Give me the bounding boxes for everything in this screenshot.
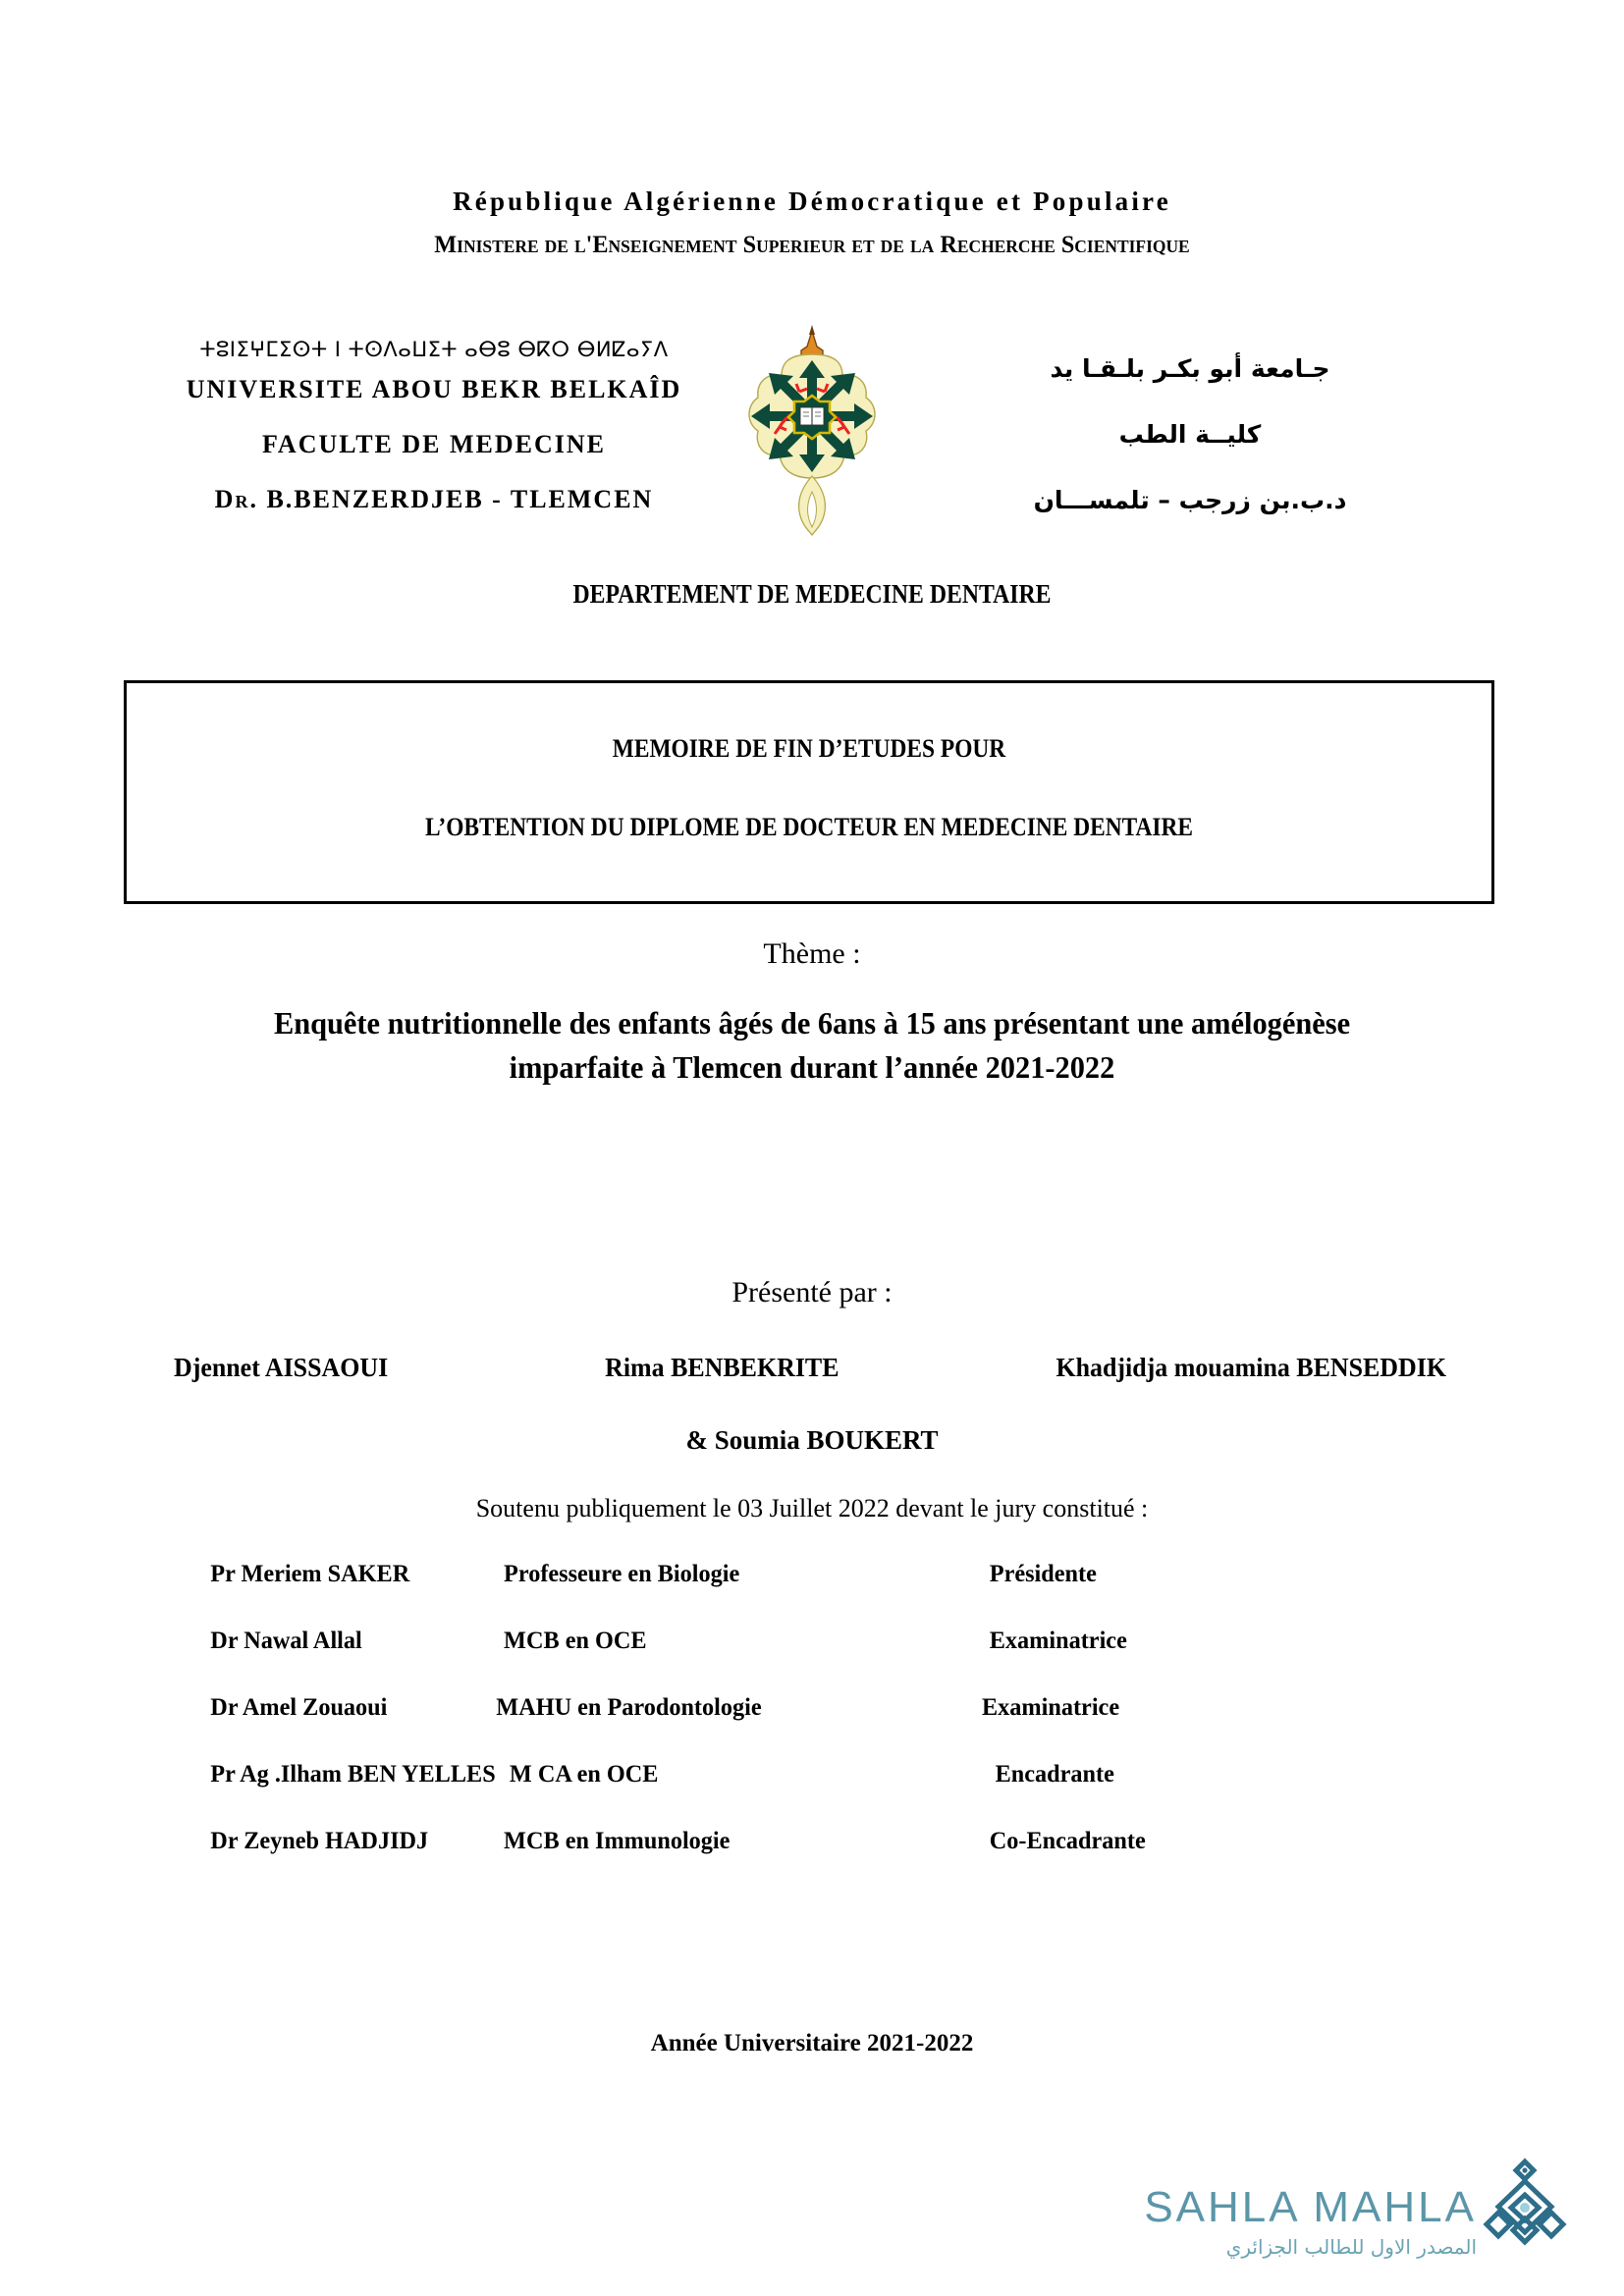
ministry-heading: Ministere de l'Enseignement Superieur et de la Recherche Scientifique: [434, 232, 1190, 258]
university-name-ar: جـامعة أبو بكـر بلـقـا يد: [1050, 354, 1330, 383]
diploma-line-2: L’OBTENTION DU DIPLOME DE DOCTEUR EN MEDECINE DENTAIRE: [424, 813, 1194, 841]
author-name-last: & Soumia BOUKERT: [685, 1425, 939, 1455]
jury-member-role: Encadrante: [995, 1761, 1114, 1788]
jury-table: [192, 1561, 1390, 1895]
jury-member-title: M CA en OCE: [509, 1761, 659, 1788]
watermark-subtitle: المصدر الاول للطالب الجزائري: [1225, 2235, 1477, 2259]
tifinagh-university-name: ⵜⵓⵏⵉⵖⵎⵉⵙⵜ ⵏ ⵜⵙⴷⴰⵡⵉⵜ ⴰⴱⵓ ⴱⴽⵔ ⴱⵍⵇⴰⵢⴷ: [199, 338, 669, 361]
university-emblem-svg: [740, 325, 884, 537]
theme-label: Thème :: [763, 937, 861, 970]
watermark-text: [1144, 2183, 1477, 2259]
watermark-title: SAHLA MAHLA: [1144, 2183, 1477, 2231]
table-row: [210, 1628, 1372, 1694]
jury-member-role: Co-Encadrante: [989, 1828, 1146, 1854]
authors-row: [174, 1353, 1446, 1383]
campus-name-fr: Dr. B.BENZERDJEB - TLEMCEN: [214, 485, 654, 514]
jury-member-title: MAHU en Parodontologie: [496, 1694, 762, 1721]
university-french-block: [130, 339, 738, 514]
presented-by-label: Présenté par :: [731, 1276, 893, 1308]
table-row: [210, 1828, 1372, 1895]
jury-member-role: Examinatrice: [982, 1694, 1120, 1721]
thesis-title: Enquête nutritionnelle des enfants âgés de 6ans à 15 ans présentant une amélogénèse imparfaite à Tlemcen durant l’année 2021-2022: [273, 1005, 1351, 1086]
jury-member-role: Examinatrice: [989, 1628, 1127, 1654]
author-name: Rima BENBEKRITE: [605, 1353, 839, 1382]
table-row: [210, 1694, 1372, 1761]
campus-name-ar: د.ب.بن زرجب – تلمســـان: [1033, 486, 1347, 514]
university-arabic-block: [886, 339, 1494, 514]
jury-member-name: Dr Zeyneb HADJIDJ: [210, 1828, 429, 1854]
department-heading: DEPARTEMENT DE MEDECINE DENTAIRE: [572, 579, 1052, 609]
jury-member-name: Pr Meriem SAKER: [210, 1561, 410, 1587]
republic-heading: République Algérienne Démocratique et Populaire: [453, 187, 1171, 216]
jury-member-name: Dr Nawal Allal: [210, 1628, 362, 1654]
jury-member-name: Pr Ag .Ilham BEN YELLES: [210, 1761, 496, 1788]
defense-statement: Soutenu publiquement le 03 Juillet 2022 devant le jury constitué :: [475, 1494, 1149, 1522]
sahla-mahla-diamond-icon-svg: [1483, 2158, 1567, 2252]
table-row: [210, 1761, 1372, 1828]
academic-year: Année Universitaire 2021-2022: [650, 2030, 974, 2056]
jury-member-name: Dr Amel Zouaoui: [210, 1694, 388, 1721]
university-identity-block: [0, 339, 1624, 537]
author-name: Djennet AISSAOUI: [174, 1353, 389, 1382]
author-name: Khadjidja mouamina BENSEDDIK: [1056, 1353, 1446, 1382]
university-emblem: [738, 325, 886, 537]
diploma-statement-box: [124, 680, 1494, 904]
jury-member-title: MCB en Immunologie: [504, 1828, 731, 1854]
table-row: [210, 1561, 1372, 1628]
faculty-name-ar: كليــة الطب: [1118, 420, 1262, 449]
faculty-name-fr: FACULTE DE MEDECINE: [261, 430, 607, 459]
diploma-line-1: MEMOIRE DE FIN D’ETUDES POUR: [612, 734, 1006, 763]
jury-member-role: Présidente: [989, 1561, 1097, 1587]
sahla-mahla-diamond-icon: [1483, 2158, 1567, 2257]
university-name-fr: UNIVERSITE ABOU BEKR BELKAÎD: [186, 375, 682, 404]
jury-member-title: MCB en OCE: [504, 1628, 647, 1654]
jury-member-title: Professeure en Biologie: [504, 1561, 740, 1587]
sahla-mahla-watermark: [1144, 2158, 1567, 2259]
